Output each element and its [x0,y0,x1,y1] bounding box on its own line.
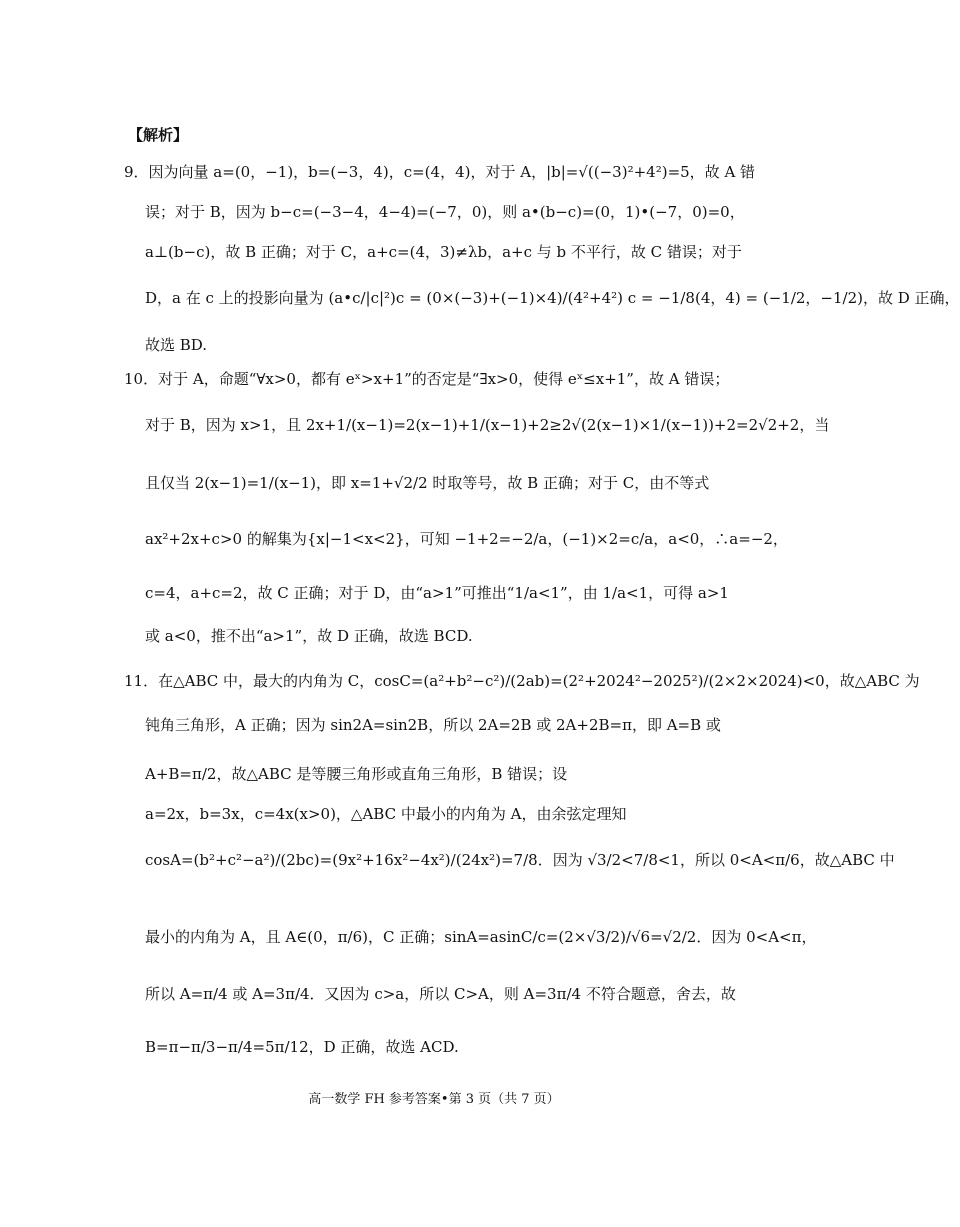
problem-11-line-5: cosA=(b²+c²−a²)/(2bc)=(9x²+16x²−4x²)/(24x²)=7/8．因为 √3/2<7/8<1，所以 0<A<π/6，故△ABC 中 [145,851,895,869]
problem-11-line-6: 最小的内角为 A，且 A∈(0，π/6)，C 正确；sinA=asinC/c=(2×√3/2)/√6=√2/2．因为 0<A<π， [145,928,817,946]
problem-10-line-2: 对于 B，因为 x>1，且 2x+1/(x−1)=2(x−1)+1/(x−1)+2≥2√(2(x−1)×1/(x−1))+2=2√2+2，当 [145,416,830,434]
problem-10-line-3: 且仅当 2(x−1)=1/(x−1)，即 x=1+√2/2 时取等号，故 B 正确；对于 C，由不等式 [145,474,710,492]
problem-9-line-3: a⊥(b−c)，故 B 正确；对于 C，a+c=(4，3)≠λb，a+c 与 b 不平行，故 C 错误；对于 [145,243,742,261]
problem-10-line-6: 或 a<0，推不出“a>1”，故 D 正确，故选 BCD. [145,627,473,645]
problem-9-line-1: 9．因为向量 a=(0，−1)，b=(−3，4)，c=(4，4)，对于 A，|b|=√((−3)²+4²)=5，故 A 错 [124,163,756,181]
problem-10-line-4: ax²+2x+c>0 的解集为{x|−1<x<2}，可知 −1+2=−2/a，(−1)×2=c/a，a<0，∴a=−2， [145,530,788,548]
section-heading: 【解析】 [128,126,189,144]
problem-11-line-1: 11．在△ABC 中，最大的内角为 C，cosC=(a²+b²−c²)/(2ab)=(2²+2024²−2025²)/(2×2×2024)<0，故△ABC 为 [124,672,920,690]
problem-9-line-5: 故选 BD. [145,336,208,354]
problem-9-line-4: D，a 在 c 上的投影向量为 (a•c/|c|²)c = (0×(−3)+(−1)×4)/(4²+4²) c = −1/8(4，4) = (−1/2，−1/2)，故 D 正确， [145,289,960,307]
problem-11-line-4: a=2x，b=3x，c=4x(x>0)，△ABC 中最小的内角为 A，由余弦定理知 [145,805,627,823]
problem-9-line-2: 误；对于 B，因为 b−c=(−3−4，4−4)=(−7，0)，则 a•(b−c)=(0，1)•(−7，0)=0， [145,203,745,221]
problem-10-line-1: 10．对于 A，命题“∀x>0，都有 eˣ>x+1”的否定是“∃x>0，使得 eˣ≤x+1”，故 A 错误； [124,370,730,388]
problem-11-line-8: B=π−π/3−π/4=5π/12，D 正确，故选 ACD. [145,1038,459,1056]
problem-11-line-3: A+B=π/2，故△ABC 是等腰三角形或直角三角形，B 错误；设 [145,765,568,783]
problem-11-line-7: 所以 A=π/4 或 A=3π/4．又因为 c>a，所以 C>A，则 A=3π/4 不符合题意，舍去，故 [145,985,736,1003]
problem-11-line-2: 钝角三角形，A 正确；因为 sin2A=sin2B，所以 2A=2B 或 2A+2B=π，即 A=B 或 [145,716,721,734]
page-footer: 高一数学 FH 参考答案•第 3 页（共 7 页） [308,1092,560,1107]
problem-10-line-5: c=4，a+c=2，故 C 正确；对于 D，由“a>1”可推出“1/a<1”，由 1/a<1，可得 a>1 [145,584,729,602]
